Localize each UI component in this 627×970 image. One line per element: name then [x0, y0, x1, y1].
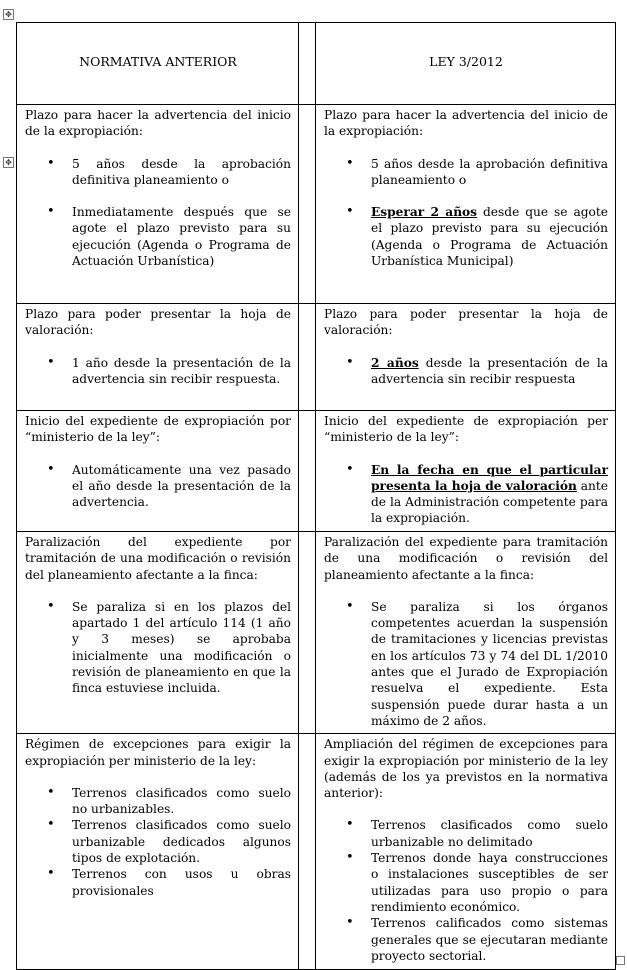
- cell-heading: Plazo para hacer la advertencia del inicio de la expropiación:: [25, 108, 291, 139]
- cell-heading: Plazo para poder presentar la hoja de valoración:: [25, 307, 291, 338]
- spacer-cell: [299, 734, 316, 970]
- cell-old-excepciones[interactable]: [17, 734, 299, 970]
- list-item: • Se paraliza si los órganos competentes acuerdan la suspensión de tramitaciones y licencias previstas en los artículos 73 y 74 del DL 1/2010 antes que el Jurado de Expropiación resuelva el expediente. Esta suspensión puede durar hasta a un máximo de 2 años.: [324, 599, 608, 729]
- list-item: • Terrenos donde haya construcciones o instalaciones susceptibles de ser utilizadas para uso propio o para rendimiento económico.: [324, 850, 608, 915]
- table-row: [17, 532, 616, 734]
- cell-heading: Paralización del expediente por tramitación de una modificación o revisión del planeamiento afectante a la finca:: [25, 535, 291, 582]
- cell-new-advertencia[interactable]: [316, 105, 616, 304]
- cell-heading: Paralización del expediente para tramitación de una modificación o revisión del planeamiento afectante a la finca:: [324, 535, 608, 582]
- row-move-handle-icon[interactable]: ✥: [3, 157, 14, 168]
- cell-heading: Plazo para poder presentar la hoja de valoración:: [324, 307, 608, 338]
- list-item: • 2 años desde la presentación de la advertencia sin recibir respuesta: [324, 355, 608, 388]
- list-item: • 5 años desde la aprobación definitiva planeamiento o: [25, 156, 291, 189]
- cell-new-inicio-expediente[interactable]: [316, 411, 616, 532]
- spacer-cell: [299, 304, 316, 411]
- list-item: • Automáticamente una vez pasado el año desde la presentación de la advertencia.: [25, 462, 291, 511]
- spacer-cell: [299, 411, 316, 532]
- table-row: [17, 411, 616, 532]
- table-resize-handle[interactable]: [616, 956, 625, 965]
- list-item: • 1 año desde la presentación de la advertencia sin recibir respuesta.: [25, 355, 291, 388]
- list-item: • 5 años desde la aprobación definitiva planeamiento o: [324, 156, 608, 189]
- cell-heading: Plazo para hacer la advertencia del inicio de la expropiación:: [324, 108, 608, 139]
- cell-heading: Ampliación del régimen de excepciones para exigir la expropiación por ministerio de la ley (además de los ya previstos en la normativa anterior):: [324, 737, 608, 801]
- list-item: • Inmediatamente después que se agote el plazo previsto para su ejecución (Agenda o Programa de Actuación Urbanística): [25, 204, 291, 269]
- list-item: • Terrenos con usos u obras provisionales: [25, 866, 291, 899]
- list-item: • Esperar 2 años desde que se agote el plazo previsto para su ejecución (Agenda o Programa de Actuación Urbanística Municipal): [324, 204, 608, 269]
- cell-new-excepciones[interactable]: [316, 734, 616, 970]
- header-ley-3-2012: LEY 3/2012: [316, 23, 616, 105]
- cell-heading: Régimen de excepciones para exigir la expropiación per ministerio de la ley:: [25, 737, 291, 768]
- cell-heading: Inicio del expediente de expropiación per “ministerio de la ley”:: [324, 414, 608, 445]
- cell-new-hoja-valoracion[interactable]: [316, 304, 616, 411]
- table-header-row: [17, 23, 616, 105]
- cell-new-paralizacion[interactable]: [316, 532, 616, 734]
- comparison-table: [16, 22, 616, 970]
- cell-old-advertencia[interactable]: [17, 105, 299, 304]
- list-item: • Se paraliza si en los plazos del apartado 1 del artículo 114 (1 año y 3 meses) se aprobaba inicialmente una modificación o revisión de planeamiento en que la finca estuviese incluida.: [25, 599, 291, 697]
- list-item: • En la fecha en que el particular presenta la hoja de valoración ante de la Administración competente para la expropiación.: [324, 462, 608, 527]
- cell-old-paralizacion[interactable]: [17, 532, 299, 734]
- spacer-cell: [299, 532, 316, 734]
- list-item: • Terrenos clasificados como suelo urbanizable no delimitado: [324, 817, 608, 850]
- list-item: • Terrenos clasificados como suelo no urbanizables.: [25, 785, 291, 818]
- cell-old-inicio-expediente[interactable]: [17, 411, 299, 532]
- table-row: [17, 105, 616, 304]
- highlight-text: 2 años: [371, 355, 419, 370]
- table-move-handle-icon[interactable]: ✥: [3, 9, 14, 20]
- spacer-cell: [299, 105, 316, 304]
- highlight-text: En la fecha en que el particular presenta la hoja de valoración: [371, 462, 608, 493]
- list-item: • Terrenos calificados como sistemas generales que se ejecutaran mediante proyecto sectorial.: [324, 915, 608, 964]
- table-row: [17, 734, 616, 970]
- list-item: • Terrenos clasificados como suelo urbanizable dedicados algunos tipos de explotación.: [25, 817, 291, 866]
- spacer-cell: [299, 23, 316, 105]
- header-normativa-anterior: NORMATIVA ANTERIOR: [17, 23, 299, 105]
- cell-old-hoja-valoracion[interactable]: [17, 304, 299, 411]
- table-row: [17, 304, 616, 411]
- cell-heading: Inicio del expediente de expropiación por “ministerio de la ley”:: [25, 414, 291, 445]
- highlight-text: Esperar 2 años: [371, 205, 478, 220]
